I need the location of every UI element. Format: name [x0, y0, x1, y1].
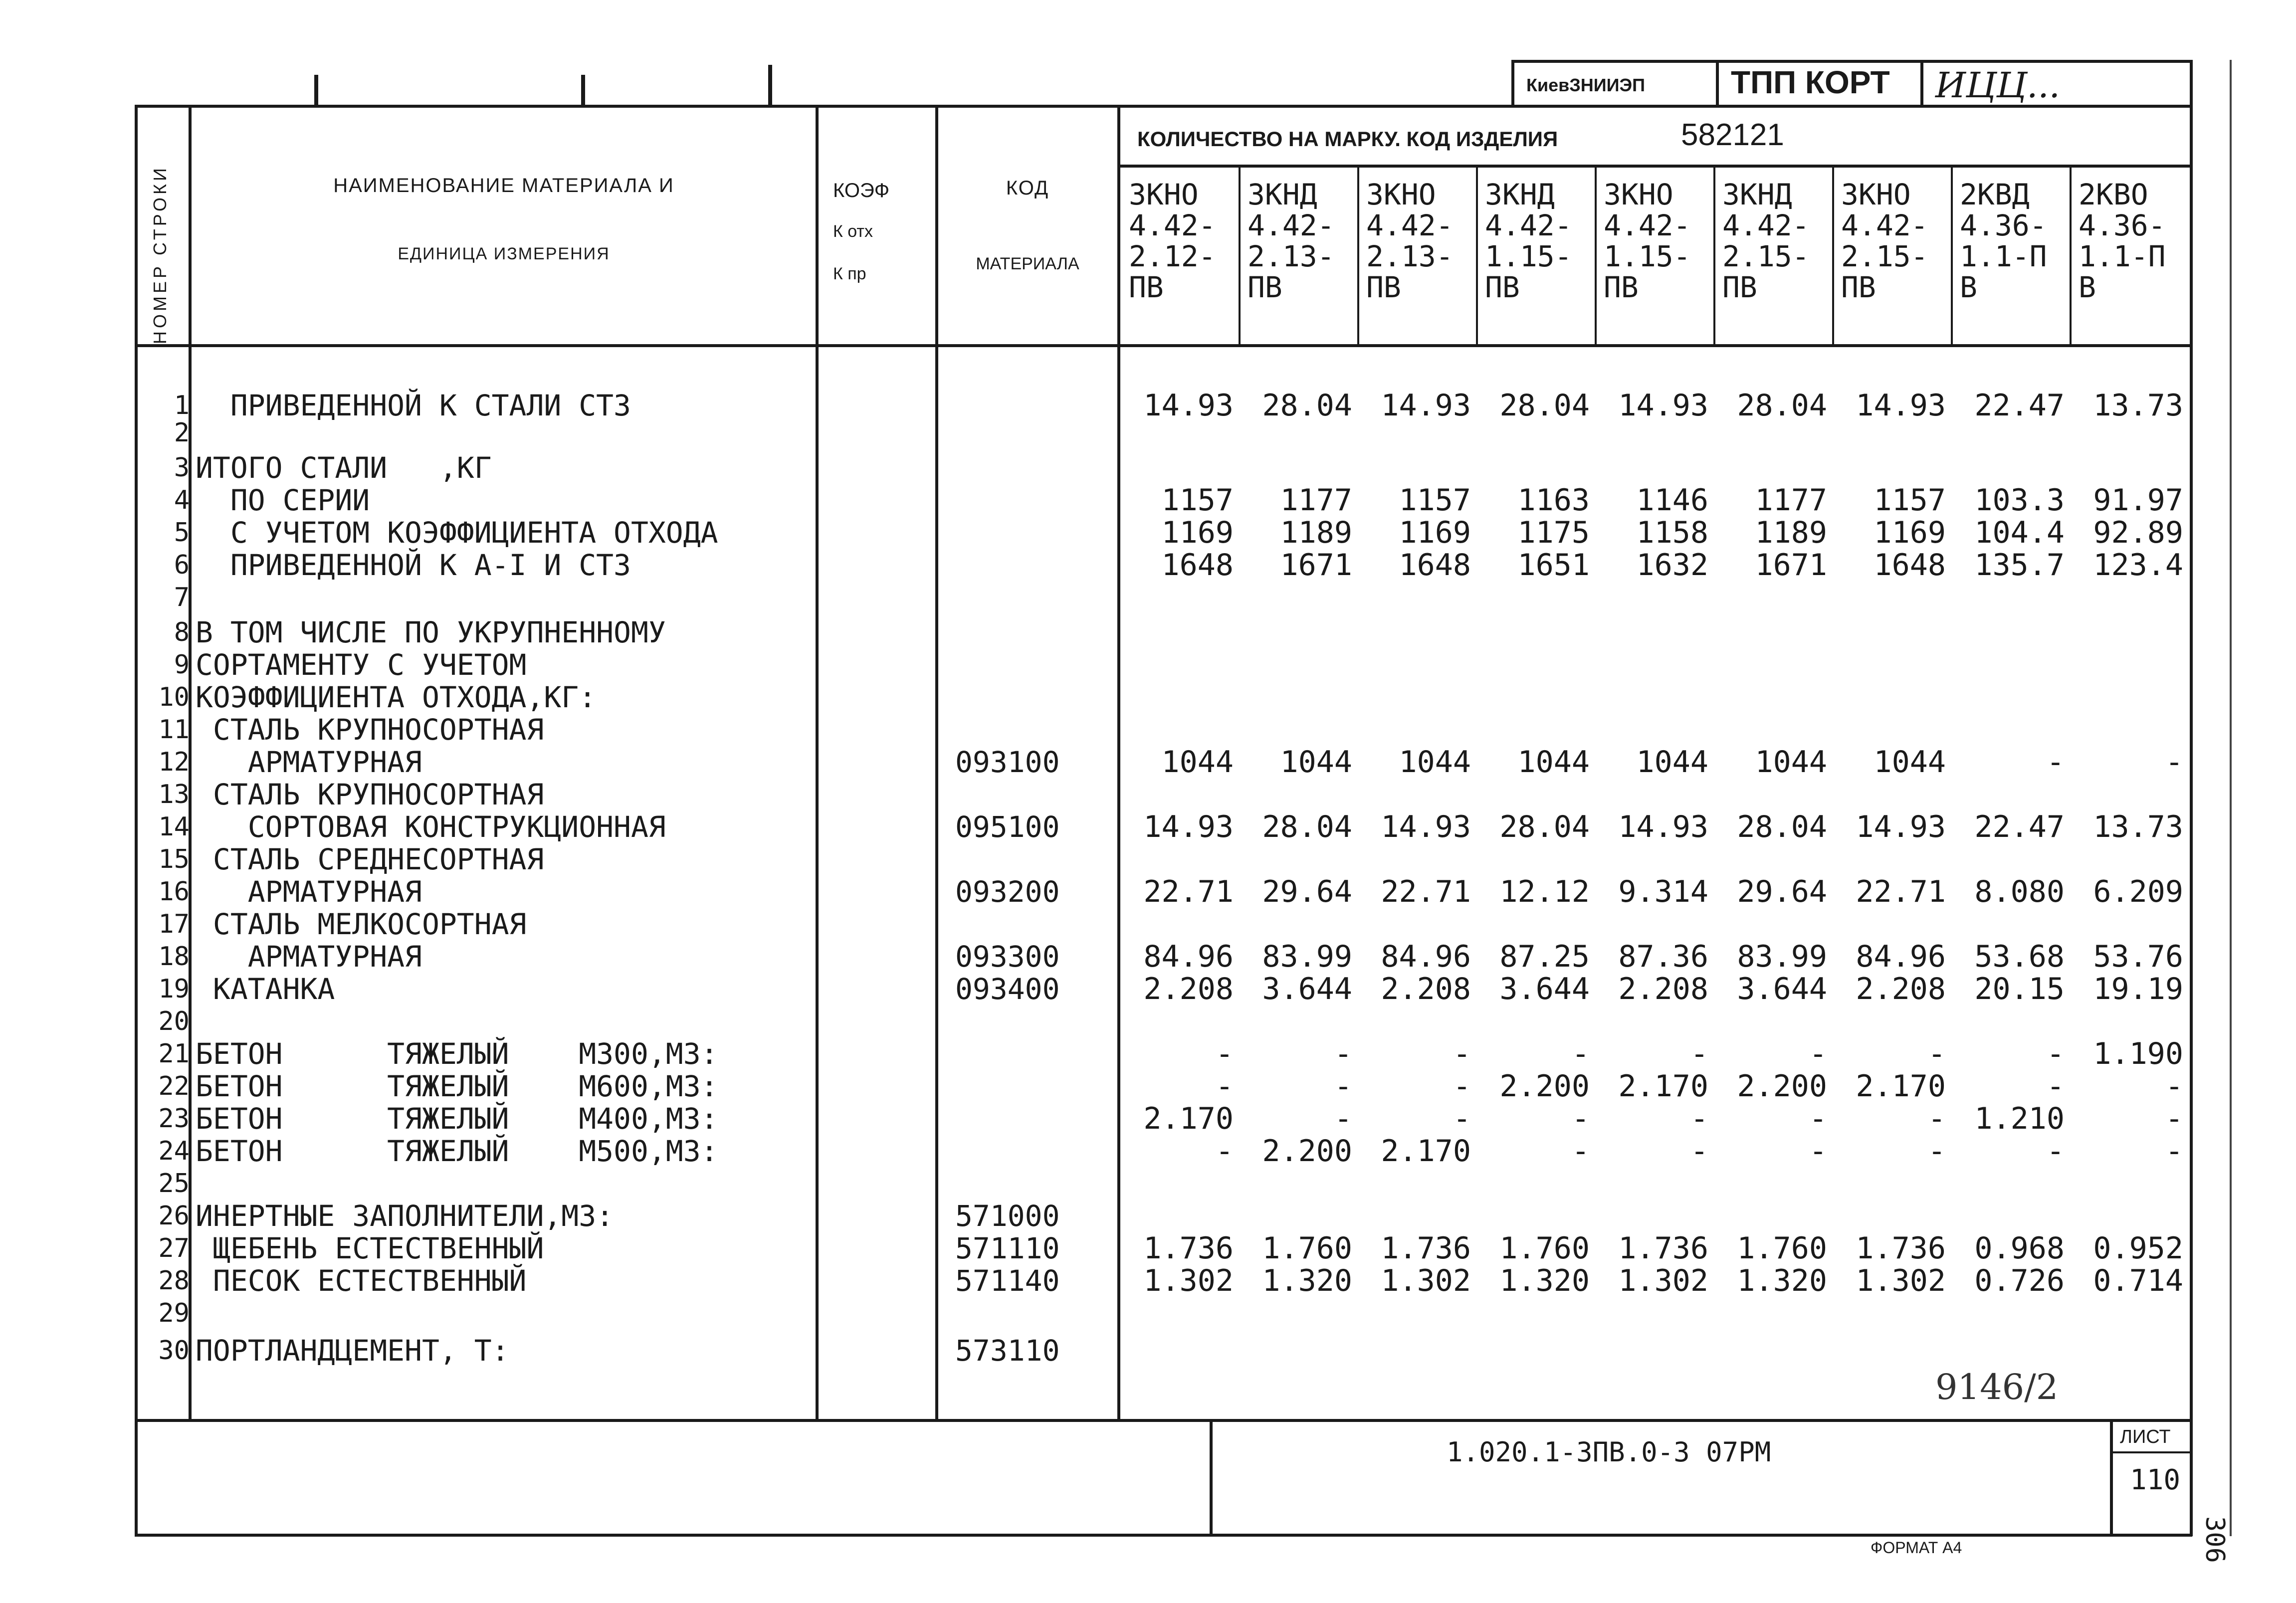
material-name: ПО СЕРИИ	[196, 483, 370, 517]
product-column-header-line: ПВ	[1366, 270, 1401, 304]
quantity-cell: 1648	[1399, 548, 1471, 583]
quantity-cell: 2.208	[1618, 972, 1708, 1006]
quantity-cell: 0.714	[2093, 1263, 2183, 1298]
material-name: БЕТОН ТЯЖЕЛЫЙ М500,М3:	[196, 1134, 718, 1168]
frame-bottom	[135, 1534, 2192, 1537]
product-column-header-line: 4.36-	[1960, 208, 2047, 242]
material-name: ПЕСОК ЕСТЕСТВЕННЫЙ	[196, 1264, 527, 1298]
quantity-cell: 14.93	[1143, 388, 1234, 423]
stamp-top	[1511, 60, 2192, 63]
product-column-header-line: 1.15-	[1485, 239, 1572, 273]
row-number: 19	[158, 974, 190, 1004]
material-name: С УЧЕТОМ КОЭФФИЦИЕНТА ОТХОДА	[196, 516, 718, 550]
row-number: 1	[174, 391, 190, 420]
quantity-cell: 1177	[1280, 483, 1352, 518]
tick	[314, 75, 318, 107]
stamp-signature: ИЦЦ...	[1935, 65, 2060, 106]
material-name: БЕТОН ТЯЖЕЛЫЙ М300,М3:	[196, 1037, 718, 1071]
quantity-cell: -	[2046, 1036, 2065, 1071]
product-column-divider	[1357, 167, 1359, 347]
row-number: 24	[158, 1136, 190, 1166]
quantity-cell: -	[1334, 1036, 1352, 1071]
quantity-cell: 1.320	[1499, 1263, 1590, 1298]
product-column-header-line: 4.42-	[1485, 208, 1572, 242]
quantity-cell: 9.314	[1618, 874, 1708, 909]
frame-right	[2190, 60, 2193, 1536]
row-number: 15	[158, 844, 190, 874]
quantity-cell: -	[1453, 1069, 1471, 1104]
quantity-cell: 1169	[1399, 515, 1471, 550]
material-name: СТАЛЬ СРЕДНЕСОРТНАЯ	[196, 842, 544, 876]
product-column-header-line: ЗКНО	[1129, 178, 1199, 211]
quantity-cell: -	[2165, 1134, 2183, 1169]
product-column-header-line: 2.15-	[1722, 239, 1810, 273]
quantity-cell: 22.71	[1856, 874, 1946, 909]
tick	[581, 75, 585, 107]
product-column-header-line: 4.42-	[1366, 208, 1454, 242]
quantity-cell: 8.080	[1974, 874, 2065, 909]
quantity-cell: 2.200	[1499, 1069, 1590, 1104]
product-column-header-line: ЗКНО	[1841, 178, 1911, 211]
row-number: 13	[158, 780, 190, 809]
material-name: КОЭФФИЦИЕНТА ОТХОДА,КГ:	[196, 680, 597, 714]
row-number: 26	[158, 1201, 190, 1231]
product-column-header-line: 4.42-	[1248, 208, 1335, 242]
quantity-cell: 87.36	[1618, 939, 1708, 974]
format-label: ФОРМАТ А4	[1871, 1539, 1962, 1557]
stamp-div	[1716, 60, 1719, 107]
col-div-name	[816, 107, 819, 1421]
frame-top	[135, 105, 2192, 108]
coef-header-line1: КОЭФ	[833, 180, 890, 201]
quantity-cell: 1163	[1517, 483, 1590, 518]
quantity-cell: 1.190	[2093, 1036, 2183, 1071]
code-header-line2: МАТЕРИАЛА	[976, 254, 1079, 273]
row-number: 22	[158, 1071, 190, 1101]
product-column-header-line: 4.42-	[1841, 208, 1928, 242]
quantity-cell: -	[1215, 1069, 1234, 1104]
quantity-cell: -	[2046, 745, 2065, 780]
quantity-cell: -	[1453, 1036, 1471, 1071]
quantity-cell: 28.04	[1499, 809, 1590, 844]
quantity-cell: 28.04	[1262, 809, 1352, 844]
quantity-cell: 13.73	[2093, 388, 2183, 423]
quantity-cell: 84.96	[1856, 939, 1946, 974]
product-column-header-line: 4.42-	[1722, 208, 1810, 242]
material-code: 573110	[955, 1334, 1060, 1368]
coef-header-line3: К пр	[833, 264, 866, 283]
row-number: 27	[158, 1233, 190, 1263]
quantity-cell: 1.760	[1737, 1231, 1827, 1266]
code-header-line1: КОД	[1006, 177, 1049, 199]
row-number: 8	[174, 617, 190, 647]
quantity-cell: 1169	[1161, 515, 1234, 550]
quantity-cell: -	[2165, 745, 2183, 780]
outer-right-edge	[2230, 60, 2232, 1536]
footer-div	[2110, 1419, 2113, 1536]
material-name: БЕТОН ТЯЖЕЛЫЙ М400,М3:	[196, 1102, 718, 1136]
quantity-cell: -	[1690, 1036, 1708, 1071]
row-number-header: НОМЕР СТРОКИ	[150, 165, 170, 344]
product-column-header-line: 2КВО	[2079, 178, 2148, 211]
quantity-cell: 22.47	[1974, 809, 2065, 844]
row-number: 7	[174, 583, 190, 612]
product-column-divider	[1713, 167, 1715, 347]
sheet-label: ЛИСТ	[2120, 1426, 2171, 1447]
material-name: ПРИВЕДЕННОЙ К СТАЛИ СТ3	[196, 389, 631, 422]
quantity-cell: 1.302	[1381, 1263, 1471, 1298]
material-code: 093100	[955, 745, 1060, 779]
quantity-cell: 123.4	[2093, 548, 2183, 583]
material-code: 093400	[955, 972, 1060, 1006]
row-number: 25	[158, 1169, 190, 1199]
quantity-cell: 2.208	[1143, 972, 1234, 1006]
quantity-cell: 2.208	[1856, 972, 1946, 1006]
tick	[768, 65, 772, 107]
quantity-cell: 22.47	[1974, 388, 2065, 423]
product-column-header-line: ЗКНД	[1248, 178, 1317, 211]
side-number: 306	[2200, 1516, 2230, 1563]
material-code: 571000	[955, 1199, 1060, 1233]
material-name: ПРИВЕДЕННОЙ К А-I И СТ3	[196, 548, 631, 582]
quantity-cell: 1.736	[1381, 1231, 1471, 1266]
quantity-cell: 1648	[1874, 548, 1946, 583]
quantity-cell: 2.200	[1262, 1134, 1352, 1169]
quantity-cell: 0.726	[1974, 1263, 2065, 1298]
product-code: 582121	[1681, 118, 1784, 152]
quantity-cell: 28.04	[1737, 809, 1827, 844]
quantity-cell: 1.210	[1974, 1101, 2065, 1136]
quantity-cell: -	[2165, 1069, 2183, 1104]
quantity-cell: -	[1927, 1134, 1946, 1169]
product-column-header-line: ПВ	[1248, 270, 1282, 304]
quantity-cell: -	[1215, 1036, 1234, 1071]
quantity-cell: -	[1571, 1134, 1590, 1169]
quantity-cell: 6.209	[2093, 874, 2183, 909]
quantity-cell: 0.952	[2093, 1231, 2183, 1266]
quantity-cell: -	[1334, 1101, 1352, 1136]
quantity-cell: -	[2046, 1069, 2065, 1104]
quantity-cell: 92.89	[2093, 515, 2183, 550]
row-number: 14	[158, 812, 190, 842]
coef-header-line2: К отх	[833, 222, 873, 241]
quantity-cell: -	[2165, 1101, 2183, 1136]
quantity-cell: 13.73	[2093, 809, 2183, 844]
product-column-header-line: ПВ	[1841, 270, 1876, 304]
quantity-cell: 83.99	[1737, 939, 1827, 974]
product-column-divider	[1476, 167, 1478, 347]
row-number: 29	[158, 1298, 190, 1328]
product-column-header-line: 4.36-	[2079, 208, 2166, 242]
quantity-cell: 12.12	[1499, 874, 1590, 909]
quantity-cell: 1044	[1755, 745, 1827, 780]
quantity-cell: 28.04	[1499, 388, 1590, 423]
quantity-cell: 135.7	[1974, 548, 2065, 583]
product-column-divider	[1832, 167, 1834, 347]
product-column-header-line: 4.42-	[1129, 208, 1216, 242]
material-name: ЩЕБЕНЬ ЕСТЕСТВЕННЫЙ	[196, 1231, 544, 1265]
quantity-cell: 1.736	[1856, 1231, 1946, 1266]
material-name: АРМАТУРНАЯ	[196, 745, 422, 779]
material-name: ПОРТЛАНДЦЕМЕНТ, Т:	[196, 1334, 509, 1368]
row-number: 4	[174, 485, 190, 515]
stamp-org: КиевЗНИИЭП	[1526, 75, 1646, 95]
quantity-cell: 1.302	[1856, 1263, 1946, 1298]
quantity-cell: -	[1690, 1101, 1708, 1136]
quantity-cell: 19.19	[2093, 972, 2183, 1006]
material-name: ИТОГО СТАЛИ ,КГ	[196, 451, 492, 485]
product-column-header-line: ЗКНД	[1722, 178, 1792, 211]
quantity-cell: 3.644	[1499, 972, 1590, 1006]
quantity-cell: 14.93	[1143, 809, 1234, 844]
material-code: 095100	[955, 810, 1060, 844]
quantity-cell: 14.93	[1856, 388, 1946, 423]
quantity-cell: 1044	[1517, 745, 1590, 780]
name-header-line1: НАИМЕНОВАНИЕ МАТЕРИАЛА И	[333, 175, 674, 197]
quantity-cell: 1189	[1280, 515, 1352, 550]
product-column-divider	[2070, 167, 2072, 347]
quantity-cell: -	[1571, 1101, 1590, 1136]
quantity-cell: 3.644	[1262, 972, 1352, 1006]
product-column-header-line: В	[2079, 270, 2096, 304]
quantity-cell: 1.320	[1262, 1263, 1352, 1298]
material-name: СТАЛЬ КРУПНОСОРТНАЯ	[196, 713, 544, 747]
product-column-header-line: 4.42-	[1604, 208, 1691, 242]
quantity-cell: 87.25	[1499, 939, 1590, 974]
quantity-cell: 1044	[1874, 745, 1946, 780]
quantity-cell: -	[1809, 1036, 1827, 1071]
quantity-cell: 1044	[1280, 745, 1352, 780]
quantity-cell: 91.97	[2093, 483, 2183, 518]
quantity-cell: 28.04	[1737, 388, 1827, 423]
product-column-header-line: ЗКНД	[1485, 178, 1555, 211]
quantity-cell: 1.760	[1262, 1231, 1352, 1266]
material-code: 093200	[955, 875, 1060, 909]
row-number: 10	[158, 682, 190, 712]
row-number: 18	[158, 942, 190, 972]
quantity-cell: 1157	[1161, 483, 1234, 518]
row-number: 21	[158, 1039, 190, 1069]
material-name: КАТАНКА	[196, 972, 335, 1006]
product-column-header-line: 2.13-	[1366, 239, 1454, 273]
quantity-cell: 1175	[1517, 515, 1590, 550]
frame-left	[135, 105, 138, 1536]
quantity-cell: 84.96	[1143, 939, 1234, 974]
quantity-cell: -	[1453, 1101, 1471, 1136]
quantity-cell: 1044	[1636, 745, 1708, 780]
quantity-cell: -	[1927, 1101, 1946, 1136]
row-number: 5	[174, 518, 190, 548]
row-number: 2	[174, 418, 190, 448]
quantity-cell: 1632	[1636, 548, 1708, 583]
quantity-cell: 1189	[1755, 515, 1827, 550]
material-code: 571110	[955, 1231, 1060, 1265]
material-name: СОРТОВАЯ КОНСТРУКЦИОННАЯ	[196, 810, 666, 844]
quantity-cell: 1158	[1636, 515, 1708, 550]
quantity-cell: 1651	[1517, 548, 1590, 583]
quantity-cell: 1.302	[1618, 1263, 1708, 1298]
quantity-cell: 28.04	[1262, 388, 1352, 423]
quantity-cell: 1146	[1636, 483, 1708, 518]
quantity-cell: -	[1334, 1069, 1352, 1104]
quantity-cell: 53.76	[2093, 939, 2183, 974]
quantity-cell: 1671	[1755, 548, 1827, 583]
material-name: СТАЛЬ КРУПНОСОРТНАЯ	[196, 778, 544, 811]
row-number: 23	[158, 1104, 190, 1134]
quantity-cell: 2.170	[1618, 1069, 1708, 1104]
material-code: 093300	[955, 940, 1060, 974]
quantity-cell: 1157	[1399, 483, 1471, 518]
quantity-cell: 1.736	[1143, 1231, 1234, 1266]
qty-title-bottom	[1117, 165, 2192, 168]
sheet-number: 110	[2130, 1464, 2181, 1496]
row-number: 28	[158, 1266, 190, 1296]
material-name: БЕТОН ТЯЖЕЛЫЙ М600,М3:	[196, 1069, 718, 1103]
quantity-cell: 1044	[1399, 745, 1471, 780]
material-code: 571140	[955, 1264, 1060, 1298]
quantity-cell: 1044	[1161, 745, 1234, 780]
material-name: СОРТАМЕНТУ С УЧЕТОМ	[196, 648, 527, 682]
quantity-cell: 83.99	[1262, 939, 1352, 974]
quantity-cell: 14.93	[1618, 809, 1708, 844]
product-column-divider	[1595, 167, 1597, 347]
row-number: 30	[158, 1336, 190, 1366]
material-name: В ТОМ ЧИСЛЕ ПО УКРУПНЕННОМУ	[196, 615, 666, 649]
quantity-cell: 103.3	[1974, 483, 2065, 518]
quantity-cell: -	[1809, 1101, 1827, 1136]
product-column-header-line: 2.13-	[1248, 239, 1335, 273]
quantity-cell: 1671	[1280, 548, 1352, 583]
quantity-cell: 1.320	[1737, 1263, 1827, 1298]
stamp-div	[1511, 60, 1514, 107]
quantity-cell: 2.170	[1143, 1101, 1234, 1136]
row-number: 11	[158, 715, 190, 745]
quantity-cell: -	[1809, 1134, 1827, 1169]
row-number: 3	[174, 453, 190, 483]
quantity-cell: 1.736	[1618, 1231, 1708, 1266]
product-column-header-line: В	[1960, 270, 1977, 304]
product-column-divider	[1951, 167, 1953, 347]
quantity-cell: -	[1571, 1036, 1590, 1071]
quantity-cell: 1157	[1874, 483, 1946, 518]
handwritten-number: 9146/2	[1935, 1367, 2059, 1407]
quantity-cell: 29.64	[1737, 874, 1827, 909]
quantity-cell: 2.200	[1737, 1069, 1827, 1104]
col-div-coef	[935, 107, 938, 1421]
quantity-cell: 14.93	[1381, 388, 1471, 423]
quantity-cell: 1177	[1755, 483, 1827, 518]
quantity-cell: 2.208	[1381, 972, 1471, 1006]
material-name: АРМАТУРНАЯ	[196, 875, 422, 909]
product-column-header-line: ЗКНО	[1604, 178, 1673, 211]
quantity-cell: 84.96	[1381, 939, 1471, 974]
quantity-cell: 1169	[1874, 515, 1946, 550]
quantity-cell: -	[1690, 1134, 1708, 1169]
product-column-header-line: ЗКНО	[1366, 178, 1436, 211]
product-column-header-line: ПВ	[1485, 270, 1520, 304]
material-name: АРМАТУРНАЯ	[196, 940, 422, 974]
product-column-header-line: 1.1-П	[2079, 239, 2166, 273]
document-code: 1.020.1-3ПВ.0-3 07РМ	[1447, 1436, 1771, 1468]
quantity-cell: 0.968	[1974, 1231, 2065, 1266]
header-bottom	[135, 344, 2192, 347]
sheet-box-line	[2110, 1451, 2192, 1453]
quantity-cell: -	[1215, 1134, 1234, 1169]
stamp-project: ТПП КОРТ	[1731, 64, 1890, 100]
quantity-cell: -	[2046, 1134, 2065, 1169]
material-name: СТАЛЬ МЕЛКОСОРТНАЯ	[196, 907, 527, 941]
product-column-divider	[1239, 167, 1241, 347]
quantity-cell: 2.170	[1856, 1069, 1946, 1104]
product-column-header-line: 2.15-	[1841, 239, 1928, 273]
product-column-header-line: 2.12-	[1129, 239, 1216, 273]
quantity-cell: 3.644	[1737, 972, 1827, 1006]
quantity-cell: 14.93	[1618, 388, 1708, 423]
product-column-header-line: ПВ	[1722, 270, 1757, 304]
quantity-cell: 22.71	[1143, 874, 1234, 909]
row-number: 12	[158, 747, 190, 777]
quantity-cell: 1.302	[1143, 1263, 1234, 1298]
quantity-cell: 104.4	[1974, 515, 2065, 550]
footer-div	[1210, 1419, 1213, 1536]
row-number: 6	[174, 550, 190, 580]
row-number: 17	[158, 909, 190, 939]
quantity-cell: 22.71	[1381, 874, 1471, 909]
quantity-cell: 53.68	[1974, 939, 2065, 974]
product-column-header-line: 1.1-П	[1960, 239, 2047, 273]
material-name: ИНЕРТНЫЕ ЗАПОЛНИТЕЛИ,М3:	[196, 1199, 614, 1233]
quantity-cell: 29.64	[1262, 874, 1352, 909]
product-column-header-line: ПВ	[1129, 270, 1164, 304]
row-number: 16	[158, 877, 190, 907]
stamp-div	[1920, 60, 1923, 107]
qty-title: КОЛИЧЕСТВО НА МАРКУ. КОД ИЗДЕЛИЯ	[1137, 127, 1558, 151]
quantity-cell: -	[1927, 1036, 1946, 1071]
product-column-header-line: 1.15-	[1604, 239, 1691, 273]
row-number: 9	[174, 650, 190, 680]
product-column-header-line: ПВ	[1604, 270, 1639, 304]
quantity-cell: 14.93	[1856, 809, 1946, 844]
quantity-cell: 2.170	[1381, 1134, 1471, 1169]
quantity-cell: 1648	[1161, 548, 1234, 583]
row-number: 20	[158, 1006, 190, 1036]
quantity-cell: 14.93	[1381, 809, 1471, 844]
name-header-line2: ЕДИНИЦА ИЗМЕРЕНИЯ	[398, 244, 610, 263]
product-column-header-line: 2КВД	[1960, 178, 2030, 211]
footer-top	[135, 1419, 2192, 1422]
quantity-cell: 1.760	[1499, 1231, 1590, 1266]
quantity-cell: 20.15	[1974, 972, 2065, 1006]
